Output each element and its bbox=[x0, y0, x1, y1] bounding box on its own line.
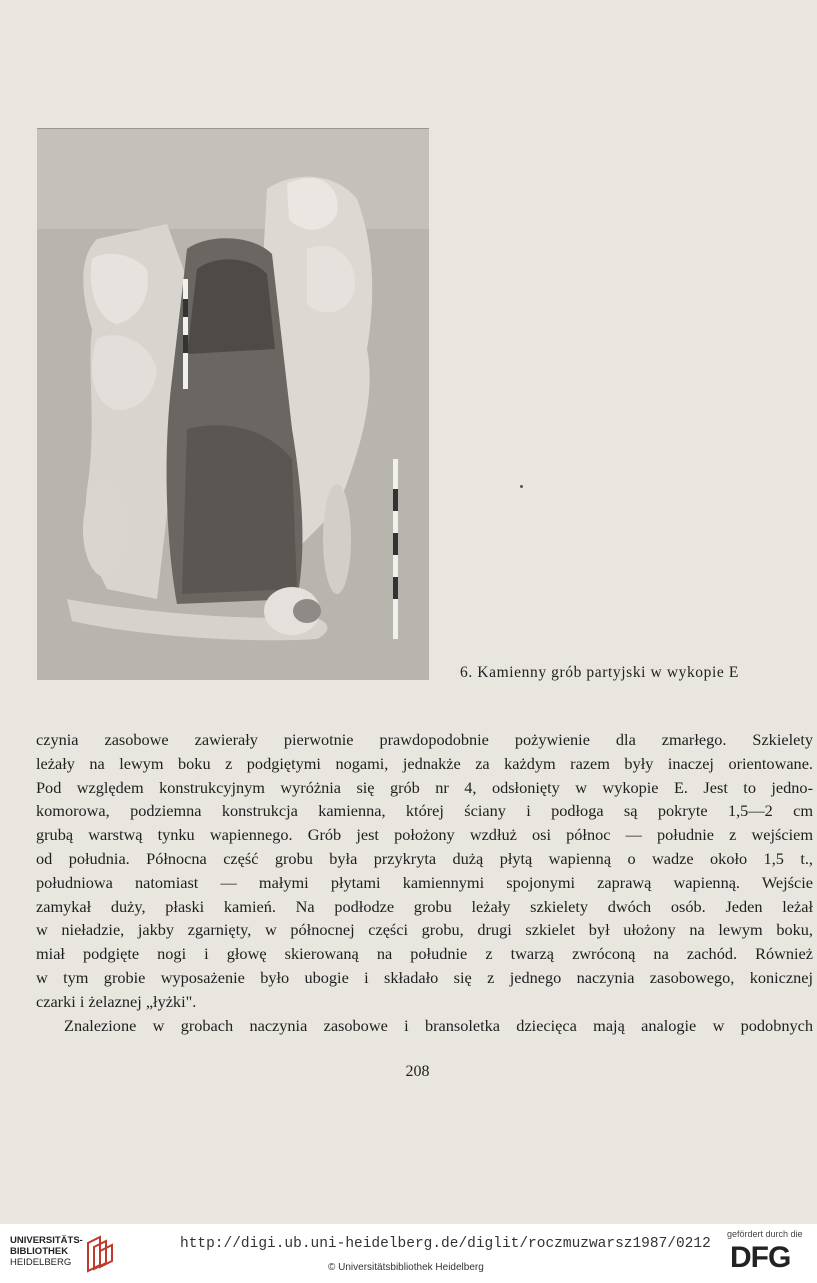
text-line: komorowa, podziemna konstrukcja kamienna, której ściany i podłoga są pokryte 1,5—2 cm bbox=[36, 801, 813, 821]
page-number: 208 bbox=[405, 1063, 430, 1080]
text-line: czarki i żelaznej „łyżki". bbox=[36, 991, 197, 1011]
text-line: Znalezione w grobach naczynia zasobowe i bransoletka dziecięca mają analogie w podobnych bbox=[64, 1015, 813, 1035]
dfg-logo[interactable]: DFG bbox=[730, 1241, 791, 1274]
digitization-footer bbox=[0, 1224, 817, 1283]
university-seal-icon bbox=[84, 1231, 114, 1280]
text-line: południowa natomiast — małymi płytami kamiennymi spojonymi zaprawą wapienną. Wejście bbox=[36, 872, 813, 892]
text-line: Pod względem konstrukcyjnym wyróżnia się grób nr 4, odsłonięty w wykopie E. Jest to jedno- bbox=[36, 777, 813, 797]
permalink-url[interactable]: http://digi.ub.uni-heidelberg.de/diglit/roczmuzwarsz1987/0212 bbox=[180, 1236, 711, 1252]
grave-photograph bbox=[37, 128, 429, 680]
figure-caption: 6. Kamienny grób partyjski w wykopie E bbox=[460, 664, 739, 681]
funded-by-label: gefördert durch die bbox=[727, 1229, 803, 1239]
library-name-line3: HEIDELBERG bbox=[10, 1257, 72, 1268]
library-name-line2: BIBLIOTHEK bbox=[10, 1246, 69, 1257]
text-line: od południa. Północna część grobu była przykryta dużą płytą wapienną o wadze około 1,5 t., bbox=[36, 848, 813, 868]
page-speck bbox=[520, 485, 523, 488]
text-line: w tym grobie wyposażenie było ubogie i składało się z jednego naczynia zasobowego, konicznej bbox=[36, 967, 813, 987]
copyright-notice: © Universitätsbibliothek Heidelberg bbox=[328, 1262, 484, 1273]
text-line: zamykał duży, płaski kamień. Na podłodze grobu leżały szkielety dwóch osób. Jeden leżał bbox=[36, 896, 813, 916]
text-line: leżały na lewym boku z podgiętymi nogami, jednakże za każdym razem były inaczej orientowane. bbox=[36, 753, 813, 773]
grave-photo-illustration bbox=[37, 129, 429, 680]
text-line: w nieładzie, jakby zgarnięty, w północnej części grobu, drugi szkielet był ułożony na lewym boku, bbox=[36, 920, 813, 940]
library-name-line1: UNIVERSITÄTS- bbox=[10, 1235, 83, 1246]
text-line: czynia zasobowe zawierały pierwotnie prawdopodobnie pożywienie dla zmarłego. Szkielety bbox=[36, 730, 813, 749]
body-paragraph bbox=[36, 728, 813, 1037]
university-library-logo[interactable] bbox=[10, 1235, 83, 1268]
text-line: grubą warstwą tynku wapiennego. Grób jest położony wzdłuż osi północ — południe z wejściem bbox=[36, 825, 813, 845]
text-line: miał podgięte nogi i głowę skierowaną na południe z twarzą zwróconą na zachód. Również bbox=[36, 944, 813, 964]
